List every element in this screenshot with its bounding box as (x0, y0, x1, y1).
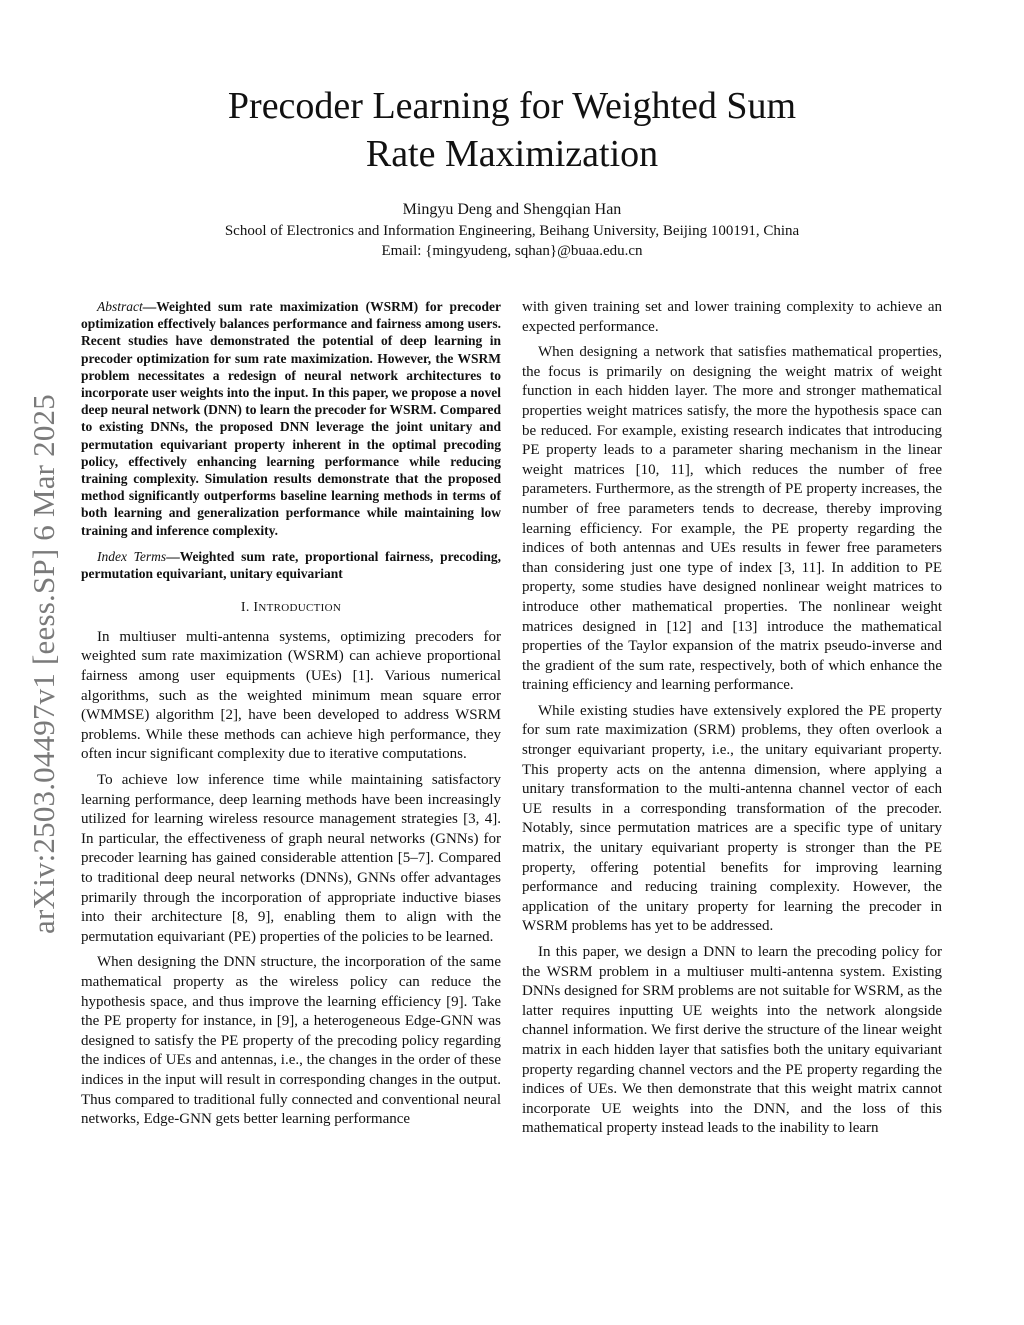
index-terms-label: Index Terms (97, 548, 167, 564)
index-terms (81, 548, 501, 582)
abstract (81, 298, 501, 539)
index-terms-body: —Weighted sum rate, proportional fairness, precoding, permutation equivariant, unitary equivariant (81, 548, 501, 582)
abstract-body: —Weighted sum rate maximization (WSRM) for precoder optimization effectively balances performance and fairness among users. Recent studies have demonstrated the potential of deep learning in precoder optimization for sum rate maximization. However, the WSRM problem necessitates a redesign of neural network architectures to incorporate user weights into the input. In this paper, we propose a novel deep neural network (DNN) to learn the precoder for WSRM. Compared to existing DNNs, the proposed DNN leverage the joint unitary and permutation equivariant property inherent in the optimal precoding policy, effectively enhancing learning performance while reducing training complexity. Simulation results demonstrate that the proposed method significantly outperforms baseline learning methods in terms of both learning and generalization performance while maintaining low training and inference complexity. (81, 299, 501, 538)
paragraph: To achieve low inference time while maintaining satisfactory learning performance, deep learning methods have been increasingly utilized for learning wireless resource management strategies [3, 4]. In particular, the effectiveness of graph neural networks (GNNs) for precoder learning has gained considerable attention [5–7]. Compared to traditional deep neural networks (DNNs), GNNs offer advantages primarily through the incorporation of appropriate inductive biases into their architecture [8, 9], enabling them to align with the permutation equivariant (PE) properties of the policies to be learned. (81, 772, 501, 945)
right-column (522, 298, 942, 1145)
left-column (81, 298, 501, 1136)
paragraph-continued: with given training set and lower training complexity to achieve an expected performance. (522, 299, 942, 335)
author-list: Mingyu Deng and Shengqian Han (402, 201, 622, 218)
abstract-label: Abstract (97, 299, 143, 314)
paragraph: When designing a network that satisfies mathematical properties, the focus is primarily on designing the weight matrix of weight function in each hidden layer. The more and stronger mathematical properties weight matrices satisfy, the more the hypothesis space can be reduced. For example, existing research indicates that introducing PE property leads to a parameter sharing mechanism in the linear weight matrices [10, 11], which reduces the number of free parameters. Furthermore, as the strength of PE property increases, the number of free parameters tends to decrease, thereby improving learning efficiency. For example, the PE property regarding the indices of both antennas and UEs results in fewer free parameters than considering just one type of index [3, 11]. In addition to PE property, some studies have designed nonlinear weight matrices to introduce other mathematical properties. The nonlinear weight matrices designed in [12] and [13] introduce the mathematical properties of the Taylor expansion of the matrix pseudo-inverse and the gradient of the sum rate, respectively, both of which enhance the training efficiency and learning performance. (522, 344, 942, 694)
affiliation: School of Electronics and Information Engineering, Beihang University, Beijing 100191, China (224, 223, 800, 239)
paper-title-line-2: Rate Maximization (365, 133, 659, 175)
paragraph: While existing studies have extensively explored the PE property for sum rate maximization (SRM) problems, they often overlook a stronger equivariant property, i.e., the unitary equivariant property. This property acts on the antenna dimension, where applying a unitary transformation to the multi-antenna channel vector of each UE results in a corresponding transformation of the precoder. Notably, since permutation matrices are a specific type of unitary matrix, the unitary equivariant property is stronger than the PE property, offering potential benefits for improving learning performance and reducing training complexity. However, the application of the unitary property for learning the precoder in WSRM problems has yet to be addressed. (522, 702, 942, 935)
paragraph: In multiuser multi-antenna systems, optimizing precoders for weighted sum rate maximization (WSRM) can achieve proportional fairness among user equipments (UEs) [1]. Various numerical algorithms, such as the weighted minimum mean square error (WMMSE) algorithm [2], have been developed to address WSRM problems. While these methods can achieve high performance, they often incur significant complexity due to iterative computations. (81, 628, 501, 763)
paragraph: When designing the DNN structure, the incorporation of the same mathematical property as the wireless policy can reduce the hypothesis space, and thus improve the learning efficiency [9]. Take the PE property for instance, in [9], a heterogeneous Edge-GNN was designed to satisfy the PE property of the precoding policy regarding the indices of UEs and antennas, i.e., the changes in the order of these indices in the input will result in corresponding changes in the output. Thus compared to traditional fully connected and conventional neural networks, Edge-GNN gets better learning performance (81, 954, 501, 1128)
section-number: I. (240, 600, 254, 616)
section-title-rest: NTRODUCTION (258, 602, 342, 615)
paragraph: In this paper, we design a DNN to learn the precoding policy for the WSRM problem in a multiuser multi-antenna system. Existing DNNs designed for SRM problems are not suitable for WSRM, as the latter requires inputting UE weights into the network alongside channel information. We first derive the structure of the linear weight matrix in each hidden layer that satisfies both the unitary equivariant property regarding channel vectors and the PE property regarding the indices of UEs. We then demonstrate that this weight matrix cannot incorporate UE weights into the DNN, and the loss of this mathematical property instead leads to the inability to learn (522, 944, 942, 1137)
section-heading-introduction (81, 598, 501, 619)
author-email: Email: {mingyudeng, sqhan}@buaa.edu.cn (381, 243, 643, 259)
paper-title-line-1: Precoder Learning for Weighted Sum (227, 85, 797, 127)
section-title-initial: I (253, 600, 259, 616)
arxiv-identifier (24, 354, 64, 974)
paper-title (130, 82, 894, 178)
arxiv-identifier-text: arXiv:2503.04497v1 [eess.SP] 6 Mar 2025 (26, 394, 61, 934)
